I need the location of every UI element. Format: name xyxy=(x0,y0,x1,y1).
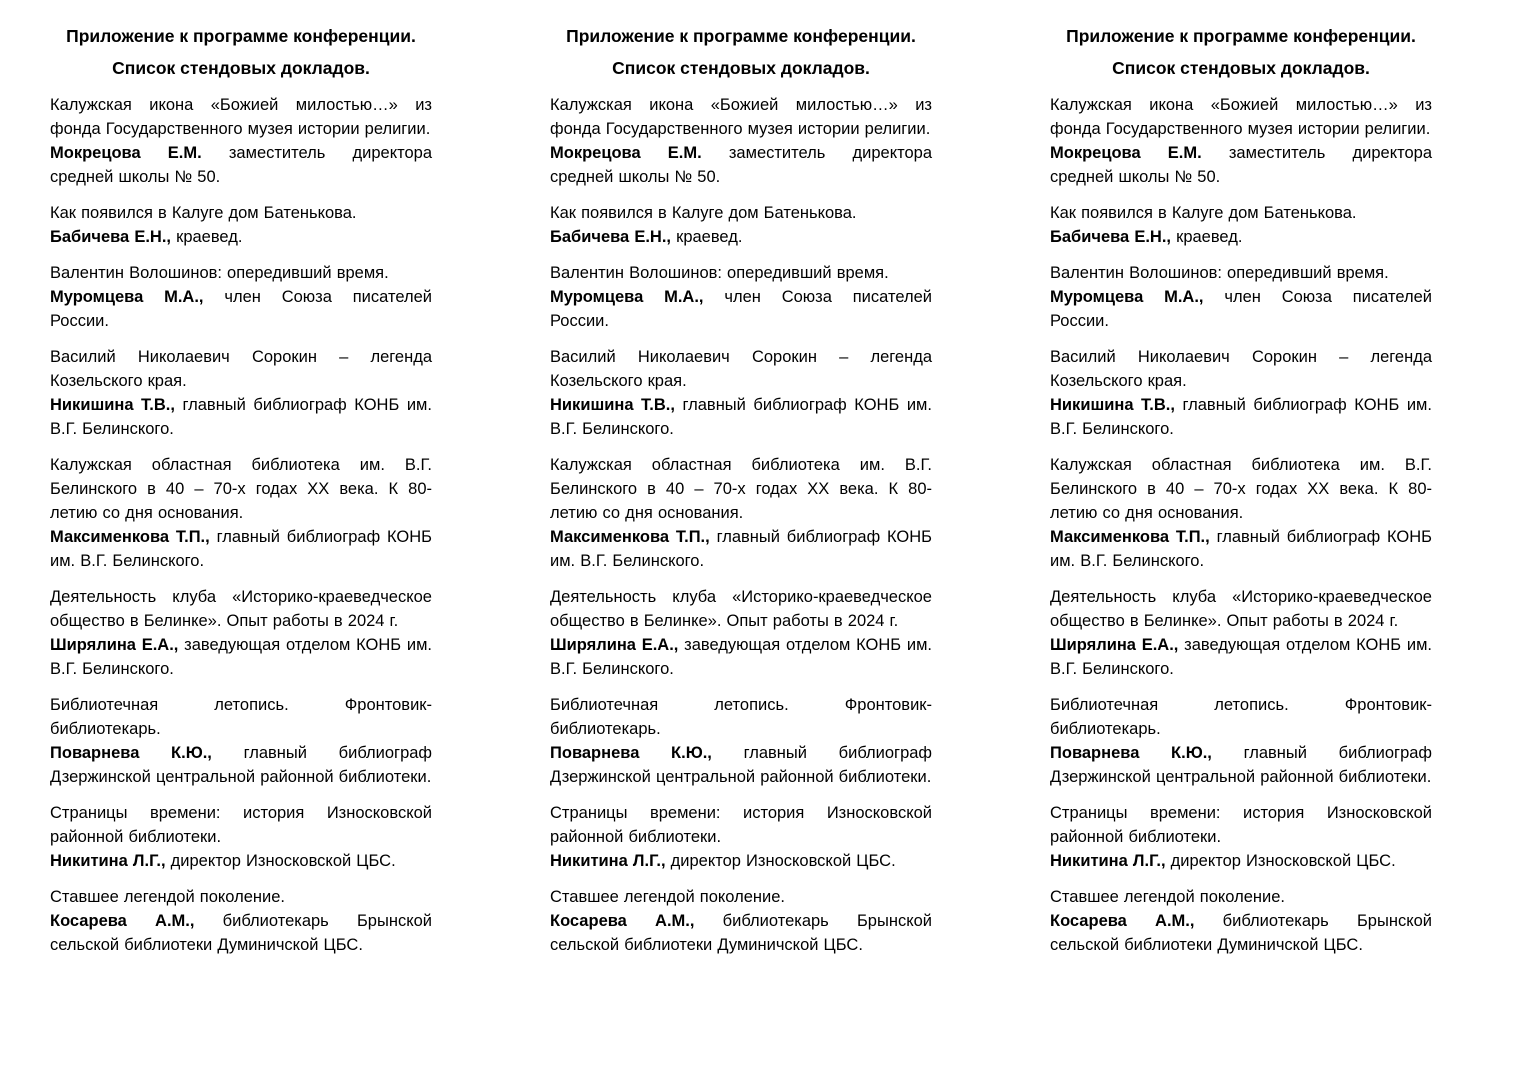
poster-byline xyxy=(50,141,432,189)
poster-author-role: директор Износковской ЦБС. xyxy=(170,852,396,870)
poster-entry xyxy=(1050,885,1432,957)
poster-byline xyxy=(1050,849,1432,873)
poster-author-role: заместитель директора средней школы № 50. xyxy=(550,144,932,186)
poster-author-role: главный библиограф КОНБ им. В.Г. Белинского. xyxy=(550,528,932,570)
poster-title: Калужская икона «Божией милостью…» из фонда Государственного музея истории религии. xyxy=(1050,96,1432,138)
poster-entry xyxy=(1050,345,1432,441)
poster-entry xyxy=(50,801,432,873)
poster-title: Библиотечная летопись. Фронтовик-библиотекарь. xyxy=(50,696,432,738)
poster-entry xyxy=(50,453,432,573)
poster-author: Бабичева Е.Н., xyxy=(50,228,171,246)
poster-entry xyxy=(550,261,932,333)
poster-entry xyxy=(1050,201,1432,249)
brochure-panel-3 xyxy=(1050,18,1432,1086)
poster-byline xyxy=(1050,285,1432,333)
poster-author-role: главный библиограф КОНБ им. В.Г. Белинского. xyxy=(50,528,432,570)
poster-entry xyxy=(550,201,932,249)
poster-entry xyxy=(1050,693,1432,789)
poster-byline xyxy=(1050,741,1432,789)
poster-author-role: библиотекарь Брынской сельской библиотеки Думиничской ЦБС. xyxy=(1050,912,1432,954)
poster-author: Муромцева М.А., xyxy=(50,288,204,306)
poster-title: Деятельность клуба «Историко-краеведческое общество в Белинке». Опыт работы в 2024 г. xyxy=(1050,588,1432,630)
poster-author: Максименкова Т.П., xyxy=(1050,528,1210,546)
poster-title: Деятельность клуба «Историко-краеведческое общество в Белинке». Опыт работы в 2024 г. xyxy=(50,588,432,630)
poster-byline xyxy=(1050,525,1432,573)
poster-author: Поварнева К.Ю., xyxy=(1050,744,1212,762)
appendix-heading: Приложение к программе конференции. xyxy=(66,26,416,46)
poster-author-role: член Союза писателей России. xyxy=(550,288,932,330)
poster-title: Ставшее легендой поколение. xyxy=(50,888,285,906)
poster-byline xyxy=(550,741,932,789)
poster-entry xyxy=(50,693,432,789)
poster-list-heading: Список стендовых докладов. xyxy=(112,58,370,78)
poster-byline xyxy=(550,633,932,681)
poster-byline xyxy=(550,285,932,333)
poster-title: Калужская областная библиотека им. В.Г. Белинского в 40 – 70-х годах XX века. К 80-летию со дня основания. xyxy=(50,456,432,522)
poster-author-role: заместитель директора средней школы № 50. xyxy=(50,144,432,186)
poster-title: Страницы времени: история Износковской районной библиотеки. xyxy=(50,804,432,846)
poster-byline xyxy=(50,393,432,441)
poster-title: Как появился в Калуге дом Батенькова. xyxy=(50,204,357,222)
poster-entry xyxy=(550,801,932,873)
poster-author: Никишина Т.В., xyxy=(50,396,175,414)
poster-title: Валентин Волошинов: опередивший время. xyxy=(1050,264,1389,282)
poster-byline xyxy=(1050,909,1432,957)
poster-title: Как появился в Калуге дом Батенькова. xyxy=(550,204,857,222)
poster-author-role: главный библиограф КОНБ им. В.Г. Белинского. xyxy=(1050,396,1432,438)
poster-entry xyxy=(1050,93,1432,189)
poster-byline xyxy=(550,225,932,249)
poster-title: Калужская икона «Божией милостью…» из фонда Государственного музея истории религии. xyxy=(50,96,432,138)
poster-author: Мокрецова Е.М. xyxy=(50,144,202,162)
poster-byline xyxy=(50,909,432,957)
poster-byline xyxy=(50,741,432,789)
poster-byline xyxy=(550,525,932,573)
poster-title: Библиотечная летопись. Фронтовик-библиотекарь. xyxy=(550,696,932,738)
poster-author: Никишина Т.В., xyxy=(1050,396,1175,414)
poster-title: Василий Николаевич Сорокин – легенда Козельского края. xyxy=(50,348,432,390)
poster-entry xyxy=(550,453,932,573)
poster-author-role: заведующая отделом КОНБ им. В.Г. Белинского. xyxy=(50,636,433,678)
poster-author-role: директор Износковской ЦБС. xyxy=(1170,852,1396,870)
poster-author: Ширялина Е.А., xyxy=(50,636,179,654)
poster-author-role: директор Износковской ЦБС. xyxy=(670,852,896,870)
poster-author-role: главный библиограф КОНБ им. В.Г. Белинского. xyxy=(50,396,432,438)
poster-author: Бабичева Е.Н., xyxy=(550,228,671,246)
poster-byline xyxy=(50,225,432,249)
poster-title: Калужская областная библиотека им. В.Г. Белинского в 40 – 70-х годах XX века. К 80-летию со дня основания. xyxy=(1050,456,1432,522)
poster-byline xyxy=(50,285,432,333)
poster-author-role: библиотекарь Брынской сельской библиотеки Думиничской ЦБС. xyxy=(50,912,432,954)
poster-author-role: главный библиограф Дзержинской центральной районной библиотеки. xyxy=(50,744,433,786)
poster-title: Страницы времени: история Износковской районной библиотеки. xyxy=(550,804,932,846)
poster-author: Максименкова Т.П., xyxy=(550,528,710,546)
poster-byline xyxy=(50,849,432,873)
poster-title: Ставшее легендой поколение. xyxy=(1050,888,1285,906)
poster-author: Максименкова Т.П., xyxy=(50,528,210,546)
poster-entry xyxy=(550,93,932,189)
brochure-panel-1 xyxy=(50,18,432,1086)
poster-author: Поварнева К.Ю., xyxy=(50,744,212,762)
poster-author: Мокрецова Е.М. xyxy=(1050,144,1202,162)
appendix-heading: Приложение к программе конференции. xyxy=(1066,26,1416,46)
poster-entry xyxy=(550,693,932,789)
poster-entry xyxy=(50,345,432,441)
poster-author: Муромцева М.А., xyxy=(550,288,704,306)
poster-entry xyxy=(1050,261,1432,333)
poster-author-role: главный библиограф КОНБ им. В.Г. Белинского. xyxy=(550,396,932,438)
brochure-panel-2 xyxy=(550,18,932,1086)
poster-author-role: главный библиограф Дзержинской центральной районной библиотеки. xyxy=(1050,744,1433,786)
poster-author-role: краевед. xyxy=(176,228,243,246)
poster-author-role: главный библиограф Дзержинской центральной районной библиотеки. xyxy=(550,744,933,786)
poster-title: Страницы времени: история Износковской районной библиотеки. xyxy=(1050,804,1432,846)
poster-author: Мокрецова Е.М. xyxy=(550,144,702,162)
poster-author-role: библиотекарь Брынской сельской библиотеки Думиничской ЦБС. xyxy=(550,912,932,954)
poster-entry xyxy=(1050,585,1432,681)
poster-byline xyxy=(550,141,932,189)
poster-author: Никитина Л.Г., xyxy=(550,852,666,870)
poster-author-role: заведующая отделом КОНБ им. В.Г. Белинского. xyxy=(550,636,933,678)
poster-author: Никитина Л.Г., xyxy=(1050,852,1166,870)
poster-author: Косарева А.М., xyxy=(550,912,695,930)
poster-byline xyxy=(1050,141,1432,189)
poster-entry xyxy=(550,885,932,957)
poster-list-heading: Список стендовых докладов. xyxy=(612,58,870,78)
poster-entry xyxy=(550,345,932,441)
poster-author: Косарева А.М., xyxy=(50,912,195,930)
poster-title: Валентин Волошинов: опередивший время. xyxy=(50,264,389,282)
poster-byline xyxy=(550,393,932,441)
poster-author-role: заместитель директора средней школы № 50. xyxy=(1050,144,1432,186)
poster-entry xyxy=(1050,801,1432,873)
poster-entry xyxy=(1050,453,1432,573)
poster-title: Калужская областная библиотека им. В.Г. Белинского в 40 – 70-х годах XX века. К 80-летию со дня основания. xyxy=(550,456,932,522)
poster-entry xyxy=(50,93,432,189)
poster-author: Косарева А.М., xyxy=(1050,912,1195,930)
poster-entry xyxy=(50,201,432,249)
poster-byline xyxy=(550,849,932,873)
poster-author: Муромцева М.А., xyxy=(1050,288,1204,306)
poster-author-role: краевед. xyxy=(1176,228,1243,246)
poster-entry xyxy=(50,885,432,957)
poster-title: Библиотечная летопись. Фронтовик-библиотекарь. xyxy=(1050,696,1432,738)
poster-author: Никитина Л.Г., xyxy=(50,852,166,870)
poster-byline xyxy=(1050,225,1432,249)
poster-byline xyxy=(550,909,932,957)
poster-title: Как появился в Калуге дом Батенькова. xyxy=(1050,204,1357,222)
poster-author: Ширялина Е.А., xyxy=(550,636,679,654)
poster-author: Поварнева К.Ю., xyxy=(550,744,712,762)
poster-author: Бабичева Е.Н., xyxy=(1050,228,1171,246)
poster-title: Василий Николаевич Сорокин – легенда Козельского края. xyxy=(1050,348,1432,390)
poster-byline xyxy=(50,633,432,681)
poster-entry xyxy=(50,261,432,333)
poster-title: Деятельность клуба «Историко-краеведческое общество в Белинке». Опыт работы в 2024 г. xyxy=(550,588,932,630)
poster-entry xyxy=(50,585,432,681)
poster-byline xyxy=(1050,633,1432,681)
poster-title: Валентин Волошинов: опередивший время. xyxy=(550,264,889,282)
poster-byline xyxy=(1050,393,1432,441)
poster-author-role: член Союза писателей России. xyxy=(50,288,432,330)
poster-list-heading: Список стендовых докладов. xyxy=(1112,58,1370,78)
poster-author-role: главный библиограф КОНБ им. В.Г. Белинского. xyxy=(1050,528,1432,570)
poster-author-role: член Союза писателей России. xyxy=(1050,288,1432,330)
poster-author: Никишина Т.В., xyxy=(550,396,675,414)
poster-author: Ширялина Е.А., xyxy=(1050,636,1179,654)
poster-byline xyxy=(50,525,432,573)
poster-author-role: заведующая отделом КОНБ им. В.Г. Белинского. xyxy=(1050,636,1433,678)
poster-entry xyxy=(550,585,932,681)
poster-title: Ставшее легендой поколение. xyxy=(550,888,785,906)
appendix-heading: Приложение к программе конференции. xyxy=(566,26,916,46)
poster-author-role: краевед. xyxy=(676,228,743,246)
poster-title: Василий Николаевич Сорокин – легенда Козельского края. xyxy=(550,348,932,390)
poster-title: Калужская икона «Божией милостью…» из фонда Государственного музея истории религии. xyxy=(550,96,932,138)
